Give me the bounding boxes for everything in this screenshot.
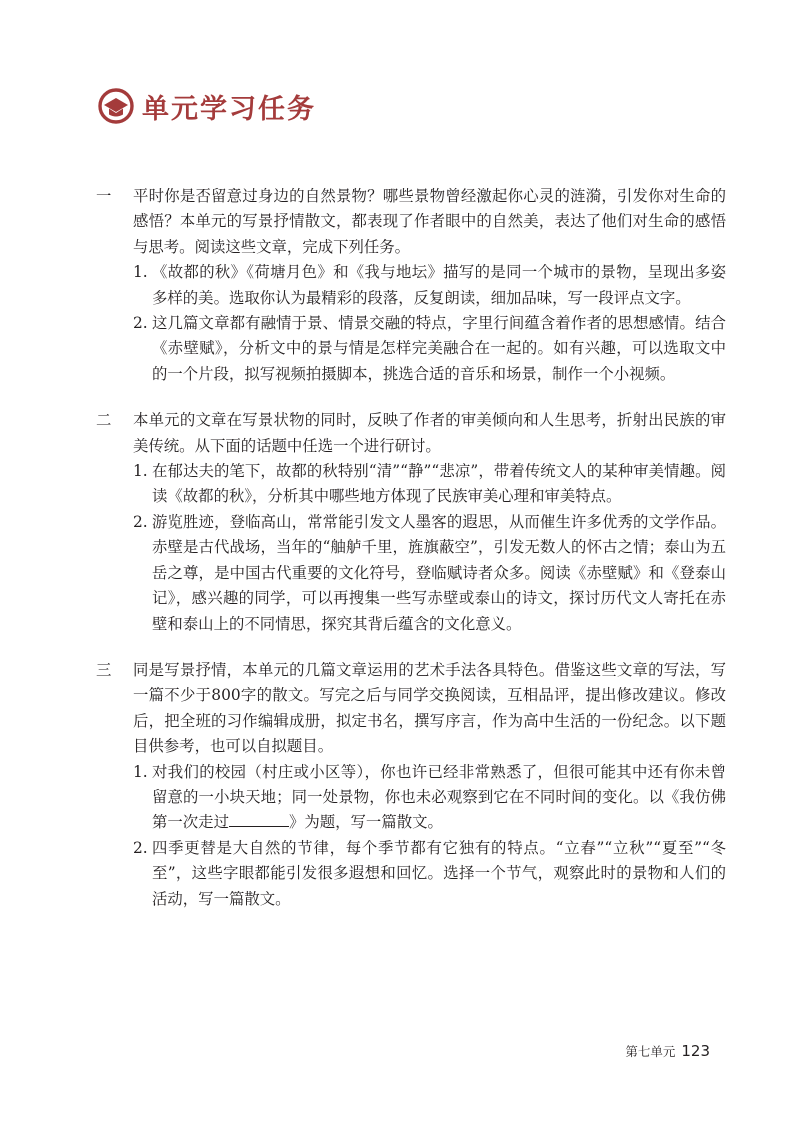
section-number: 一 bbox=[96, 187, 112, 205]
task-section-2 bbox=[96, 408, 726, 637]
item-text: 四季更替是大自然的节律，每个季节都有它独有的特点。“立春”“立秋”“夏至”“冬至”，这些字眼都能引发很多遐想和回忆。选择一个节气，观察此时的景物和人们的活动，写一篇散文。 bbox=[152, 838, 726, 908]
item-text-after-blank: 》为题，写一篇散文。 bbox=[288, 813, 443, 832]
page-title: 单元学习任务 bbox=[142, 93, 316, 125]
item-number: 2. bbox=[133, 838, 148, 857]
page-header bbox=[96, 86, 316, 126]
section-intro: 同是写景抒情，本单元的几篇文章运用的艺术手法各具特色。借鉴这些文章的写法，写一篇不少于800字的散文。写完之后与同学交换阅读，互相品评，提出修改建议。修改后，把全班的习作编辑成册，拟定书名，撰写序言，作为高中生活的一份纪念。以下题目供参考，也可以自拟题目。 bbox=[133, 660, 726, 756]
section-intro: 本单元的文章在写景状物的同时，反映了作者的审美倾向和人生思考，折射出民族的审美传统。从下面的话题中任选一个进行研讨。 bbox=[133, 411, 726, 455]
task-section-3 bbox=[96, 658, 726, 912]
task-list bbox=[96, 184, 726, 933]
section-intro: 平时你是否留意过身边的自然景物？哪些景物曾经激起你心灵的涟漪，引发你对生命的感悟？本单元的写景抒情散文，都表现了作者眼中的自然美，表达了他们对生命的感悟与思考。阅读这些文章，完成下列任务。 bbox=[133, 187, 726, 256]
page-footer bbox=[625, 1042, 710, 1060]
item-text: 《故都的秋》《荷塘月色》和《我与地坛》描写的是同一个城市的景物，呈现出多姿多样的美。选取你认为最精彩的段落，反复朗读，细加品味，写一段评点文字。 bbox=[152, 263, 726, 307]
item-text bbox=[152, 760, 726, 836]
task-item bbox=[133, 510, 726, 637]
task-item bbox=[133, 760, 726, 836]
task-section-1 bbox=[96, 184, 726, 387]
fill-in-blank bbox=[229, 812, 289, 827]
page-number: 123 bbox=[681, 1042, 710, 1060]
item-number: 1. bbox=[133, 462, 148, 481]
section-number: 三 bbox=[96, 660, 112, 679]
item-number: 1. bbox=[133, 263, 148, 282]
item-number: 2. bbox=[133, 512, 148, 531]
item-text-before-blank: 对我们的校园（村庄或小区等），你也许已经非常熟悉了，但很可能其中还有你未曾留意的一小块天地；同一处景物，你也未必观察到它在不同时间的变化。以《我仿佛第一次走过 bbox=[152, 762, 726, 832]
item-text: 这几篇文章都有融情于景、情景交融的特点，字里行间蕴含着作者的思想感情。结合《赤壁赋》，分析文中的景与情是怎样完美融合在一起的。如有兴趣，可以选取文中的一个片段，拟写视频拍摄脚本，挑选合适的音乐和场景，制作一个小视频。 bbox=[152, 314, 726, 383]
item-text: 在郁达夫的笔下，故都的秋特别“清”“静”“悲凉”，带着传统文人的某种审美情趣。阅读《故都的秋》，分析其中哪些地方体现了民族审美心理和审美特点。 bbox=[152, 462, 726, 506]
task-item bbox=[133, 836, 726, 912]
task-item bbox=[133, 311, 726, 387]
section-number: 二 bbox=[96, 411, 112, 430]
task-item bbox=[133, 260, 726, 311]
item-text: 游览胜迹，登临高山，常常能引发文人墨客的遐思，从而催生许多优秀的文学作品。赤壁是古代战场，当年的“舳舻千里，旌旗蔽空”，引发无数人的怀古之情；泰山为五岳之尊，是中国古代重要的文化符号，登临赋诗者众多。阅读《赤壁赋》和《登泰山记》，感兴趣的同学，可以再搜集一些写赤壁或泰山的诗文，探讨历代文人寄托在赤壁和泰山上的不同情思，探究其背后蕴含的文化意义。 bbox=[152, 512, 726, 633]
unit-label: 第七单元 bbox=[625, 1044, 676, 1059]
item-number: 2. bbox=[133, 314, 148, 333]
graduation-cap-icon bbox=[96, 86, 136, 126]
item-number: 1. bbox=[133, 762, 148, 781]
task-item bbox=[133, 459, 726, 510]
